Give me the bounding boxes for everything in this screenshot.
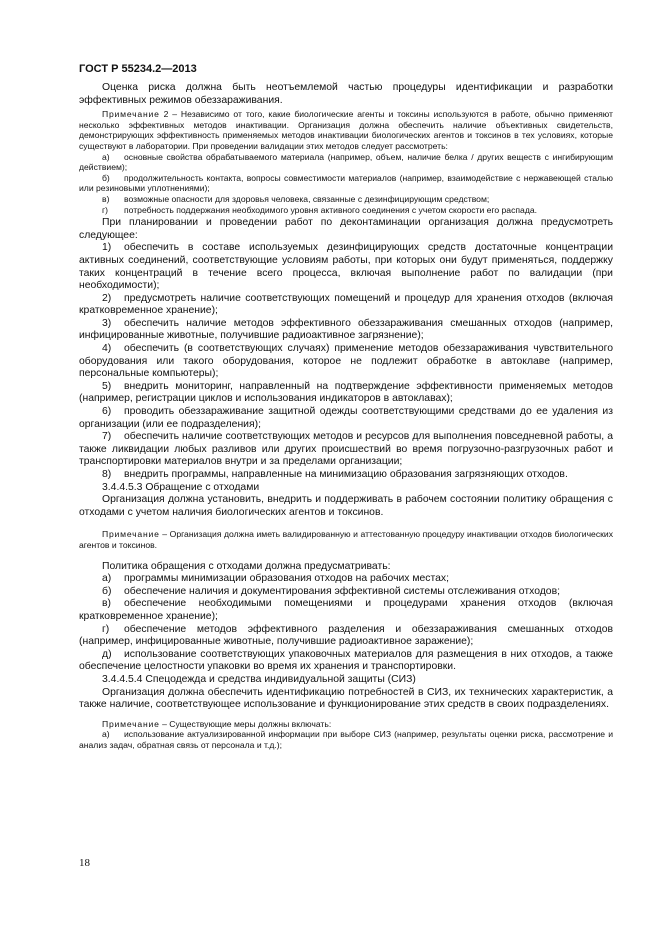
note-label: Примечание bbox=[102, 109, 160, 120]
list-item-text: обеспечение методов эффективного разделения и обеззараживания смешанных отходов (например, инфицированные животные, получившие радиоактивное заражение); bbox=[79, 623, 613, 648]
note-text: – Организация должна иметь валидированную и аттестованную процедуру инактивации отходов биологических агентов и токсинов. bbox=[79, 529, 613, 550]
list-item bbox=[79, 173, 613, 194]
list-item-text: возможные опасности для здоровья человека, связанные с дезинфицирующим средством; bbox=[124, 193, 490, 204]
list-marker: г) bbox=[102, 204, 108, 215]
note-text: 2 – Независимо от того, какие биологические агенты и токсины используются в работе, обычно применяют несколько эффективных методов инактивации. Организация должна обеспечить наличие объективных свидетельств, демонстрирующих эффективность применяемых методов инактивации биологических агентов и токсинов в тех условиях, которые существуют в лаборатории. При проведении валидации этих методов следует рассмотреть: bbox=[79, 109, 613, 151]
list-marker: б) bbox=[102, 172, 110, 183]
list-marker: 4) bbox=[102, 343, 112, 355]
list-item-text: программы минимизации образования отходов на рабочих местах; bbox=[124, 573, 450, 585]
list-item bbox=[79, 318, 613, 343]
planning-intro: При планировании и проведении работ по деконтаминации организация должна предусмотреть следующее: bbox=[79, 217, 613, 241]
list-item bbox=[79, 152, 613, 173]
list-marker: в) bbox=[102, 193, 110, 204]
list-marker: г) bbox=[102, 623, 110, 635]
list-marker: 2) bbox=[102, 292, 112, 304]
list-marker: в) bbox=[102, 598, 111, 610]
list-item bbox=[79, 586, 613, 599]
list-item bbox=[79, 205, 613, 216]
list-item-text: внедрить программы, направленные на минимизацию образования загрязняющих отходов. bbox=[124, 469, 568, 480]
note-label: Примечание bbox=[102, 529, 160, 540]
list-item-text: потребность поддержания необходимого уровня активного соединения с учетом скорости его распада. bbox=[124, 204, 538, 215]
page-number: 18 bbox=[79, 857, 90, 869]
list-item bbox=[79, 194, 613, 205]
list-item bbox=[79, 381, 613, 406]
list-marker: д) bbox=[102, 648, 112, 660]
list-item bbox=[79, 343, 613, 381]
note-4 bbox=[79, 719, 613, 751]
list-item bbox=[79, 469, 613, 482]
list-item-text: внедрить мониторинг, направленный на подтверждение эффективности применяемых методов (например, регистрации циклов и использования индикаторов в автоклавах); bbox=[79, 380, 613, 405]
list-item bbox=[79, 242, 613, 292]
note-3 bbox=[79, 529, 613, 550]
note-2 bbox=[79, 109, 613, 215]
section-text-ppe: Организация должна обеспечить идентификацию потребностей в СИЗ, их технических характеристик, а также наличие, соответствующее использование и функционирование этих средств в своих подразделениях. bbox=[79, 686, 613, 711]
note-text: – Существующие меры должны включать: bbox=[159, 718, 332, 729]
list-marker: 5) bbox=[102, 380, 112, 392]
list-marker: 3) bbox=[102, 317, 112, 329]
list-marker: б) bbox=[102, 585, 112, 597]
list-item bbox=[79, 598, 613, 623]
list-item bbox=[79, 573, 613, 586]
section-heading-waste: 3.4.4.5.3 Обращение с отходами bbox=[102, 481, 260, 493]
list-item-text: обеспечить в составе используемых дезинфицирующих средств достаточные концентрации активных соединений, соответствующие условиям работы, при которых они будут применяться, поддержку таких концентраций в течение всего процесса, включая выполнение работ по валидации (при необходимости); bbox=[79, 242, 613, 292]
list-item-text: обеспечить (в соответствующих случаях) применение методов обеззараживания чувствительного оборудования или такого оборудования, которое не подлежит обработке в автоклаве (например, персональные компьютеры); bbox=[79, 343, 613, 380]
list-marker: а) bbox=[102, 151, 110, 162]
document-code: ГОСТ Р 55234.2—2013 bbox=[79, 63, 197, 75]
list-item-text: обеспечение необходимыми помещениями и процедурами хранения отходов (включая кратковременное хранение); bbox=[79, 598, 613, 622]
list-item-text: обеспечение наличия и документирования эффективной системы отслеживания отходов; bbox=[124, 585, 560, 597]
list-item bbox=[79, 293, 613, 318]
list-item bbox=[79, 649, 613, 674]
policy-intro: Политика обращения с отходами должна предусматривать: bbox=[102, 560, 391, 572]
list-marker: 1) bbox=[102, 242, 112, 254]
list-item bbox=[79, 406, 613, 431]
list-marker: а) bbox=[102, 573, 112, 585]
list-item-text: использование актуализированной информации при выборе СИЗ (например, результаты оценки риска, рассмотрение и анализ задач, обратная связь от персонала и т.д.); bbox=[79, 729, 613, 750]
list-item-text: предусмотреть наличие соответствующих помещений и процедур для хранения отходов (включая кратковременное хранение); bbox=[79, 292, 613, 317]
list-item-text: основные свойства обрабатываемого материала (например, объем, наличие белка / других веществ с ингибирующим действием); bbox=[79, 151, 613, 173]
list-item bbox=[79, 729, 613, 750]
note-label: Примечание bbox=[102, 718, 160, 729]
section-heading-ppe: 3.4.4.5.4 Спецодежда и средства индивидуальной защиты (СИЗ) bbox=[102, 673, 416, 685]
intro-paragraph: Оценка риска должна быть неотъемлемой частью процедуры идентификации и разработки эффективных режимов обеззараживания. bbox=[79, 82, 613, 106]
list-marker: а) bbox=[102, 729, 110, 740]
list-item-text: обеспечить наличие соответствующих методов и ресурсов для выполнения повседневной работы, а также ликвидации любых разливов или других происшествий во время погрузочно-разгрузочных работ и транспортировки материалов внутри и за пределами организации; bbox=[79, 431, 613, 468]
section-text-waste: Организация должна установить, внедрить и поддерживать в рабочем состоянии политику обращения с отходами с учетом наличия биологических агентов и токсинов. bbox=[79, 494, 613, 518]
note-4-paragraph bbox=[79, 719, 613, 730]
list-marker: 7) bbox=[102, 431, 112, 443]
list-item bbox=[79, 624, 613, 649]
list-item-text: проводить обеззараживание защитной одежды соответствующими средствами до ее удаления из организации (или ее подразделения); bbox=[79, 406, 613, 430]
note-2-paragraph bbox=[79, 109, 613, 151]
list-item-text: продолжительность контакта, вопросы совместимости материалов (например, взаимодействие с нержавеющей сталью или резиновыми уплотнениями); bbox=[79, 172, 613, 194]
page-body bbox=[79, 82, 613, 750]
list-item-text: использование соответствующих упаковочных материалов для размещения в них отходов, а также обеспечение целостности упаковки во время их хранения и транспортировки. bbox=[79, 648, 613, 673]
list-marker: 8) bbox=[102, 469, 112, 480]
list-item bbox=[79, 431, 613, 469]
list-item-text: обеспечить наличие методов эффективного обеззараживания смешанных отходов (например, инфицированные животные, получившие радиоактивное загрязнение); bbox=[79, 317, 613, 342]
list-marker: 6) bbox=[102, 406, 112, 418]
